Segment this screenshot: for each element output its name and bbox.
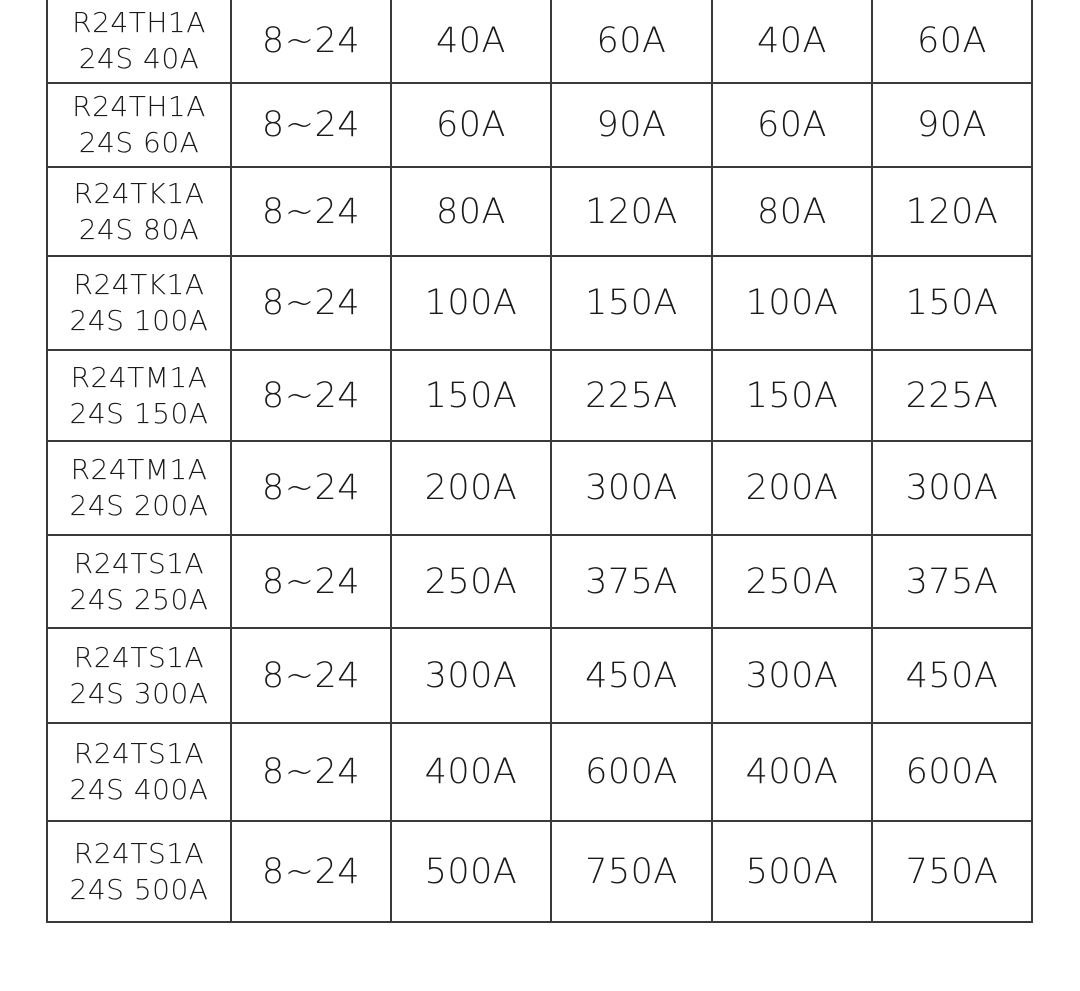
value-cell: 40A [391, 0, 551, 83]
value-cell: 150A [391, 350, 551, 441]
model-rating: 24S 500A [69, 872, 209, 906]
value-cell: 450A [872, 628, 1032, 723]
value-cell: 400A [712, 723, 872, 821]
model-rating: 24S 400A [69, 773, 209, 806]
value-cell: 225A [872, 350, 1032, 441]
model-code: R24TS1A [73, 737, 205, 770]
value-cell: 375A [551, 535, 712, 628]
model-cell [47, 83, 231, 167]
model-rating: 24S 100A [69, 304, 209, 337]
model-cell [47, 441, 231, 535]
value-cell: 100A [391, 256, 551, 350]
value-cell: 90A [872, 83, 1032, 167]
spec-table-body [47, 0, 1032, 922]
table-row [47, 723, 1032, 821]
value-cell: 40A [712, 0, 872, 83]
model-cell [47, 723, 231, 821]
value-cell: 500A [712, 821, 872, 922]
voltage-cell: 8~24 [231, 0, 391, 83]
model-code: R24TH1A [72, 90, 206, 123]
value-cell: 100A [712, 256, 872, 350]
value-cell: 90A [551, 83, 712, 167]
value-cell: 300A [391, 628, 551, 723]
value-cell: 120A [551, 167, 712, 256]
value-cell: 600A [551, 723, 712, 821]
value-cell: 450A [551, 628, 712, 723]
model-rating: 24S 200A [69, 489, 209, 522]
voltage-cell: 8~24 [231, 821, 391, 922]
value-cell: 750A [872, 821, 1032, 922]
voltage-cell: 8~24 [231, 350, 391, 441]
spec-table [46, 0, 1033, 923]
model-code: R24TH1A [72, 6, 206, 39]
table-row [47, 628, 1032, 723]
model-code: R24TM1A [70, 453, 208, 486]
voltage-cell: 8~24 [231, 535, 391, 628]
value-cell: 500A [391, 821, 551, 922]
model-rating: 24S 80A [78, 212, 200, 246]
value-cell: 200A [391, 441, 551, 535]
table-row [47, 350, 1032, 441]
value-cell: 60A [712, 83, 872, 167]
model-cell [47, 535, 231, 628]
model-code: R24TS1A [73, 546, 205, 580]
value-cell: 300A [712, 628, 872, 723]
model-rating: 24S 250A [69, 582, 209, 616]
table-row [47, 535, 1032, 628]
model-cell [47, 350, 231, 441]
voltage-cell: 8~24 [231, 441, 391, 535]
model-cell [47, 256, 231, 350]
value-cell: 225A [551, 350, 712, 441]
voltage-cell: 8~24 [231, 83, 391, 167]
table-row [47, 167, 1032, 256]
model-code: R24TS1A [73, 640, 205, 674]
model-cell [47, 821, 231, 922]
value-cell: 80A [391, 167, 551, 256]
voltage-cell: 8~24 [231, 723, 391, 821]
model-code: R24TM1A [70, 360, 208, 394]
value-cell: 60A [391, 83, 551, 167]
model-code: R24TS1A [73, 836, 205, 870]
value-cell: 375A [872, 535, 1032, 628]
model-code: R24TK1A [73, 176, 205, 210]
value-cell: 150A [872, 256, 1032, 350]
voltage-cell: 8~24 [231, 628, 391, 723]
model-rating: 24S 150A [69, 396, 209, 430]
table-row [47, 821, 1032, 922]
value-cell: 600A [872, 723, 1032, 821]
model-cell [47, 167, 231, 256]
model-rating: 24S 300A [69, 676, 209, 710]
table-row [47, 83, 1032, 167]
table-row [47, 0, 1032, 83]
model-rating: 24S 40A [78, 42, 200, 75]
value-cell: 60A [872, 0, 1032, 83]
value-cell: 300A [551, 441, 712, 535]
value-cell: 150A [551, 256, 712, 350]
value-cell: 300A [872, 441, 1032, 535]
voltage-cell: 8~24 [231, 256, 391, 350]
model-cell [47, 628, 231, 723]
model-code: R24TK1A [73, 268, 205, 301]
table-row [47, 441, 1032, 535]
value-cell: 150A [712, 350, 872, 441]
value-cell: 250A [712, 535, 872, 628]
value-cell: 250A [391, 535, 551, 628]
voltage-cell: 8~24 [231, 167, 391, 256]
model-cell [47, 0, 231, 83]
value-cell: 60A [551, 0, 712, 83]
value-cell: 200A [712, 441, 872, 535]
value-cell: 80A [712, 167, 872, 256]
value-cell: 750A [551, 821, 712, 922]
model-rating: 24S 60A [78, 126, 200, 159]
value-cell: 120A [872, 167, 1032, 256]
value-cell: 400A [391, 723, 551, 821]
table-row [47, 256, 1032, 350]
